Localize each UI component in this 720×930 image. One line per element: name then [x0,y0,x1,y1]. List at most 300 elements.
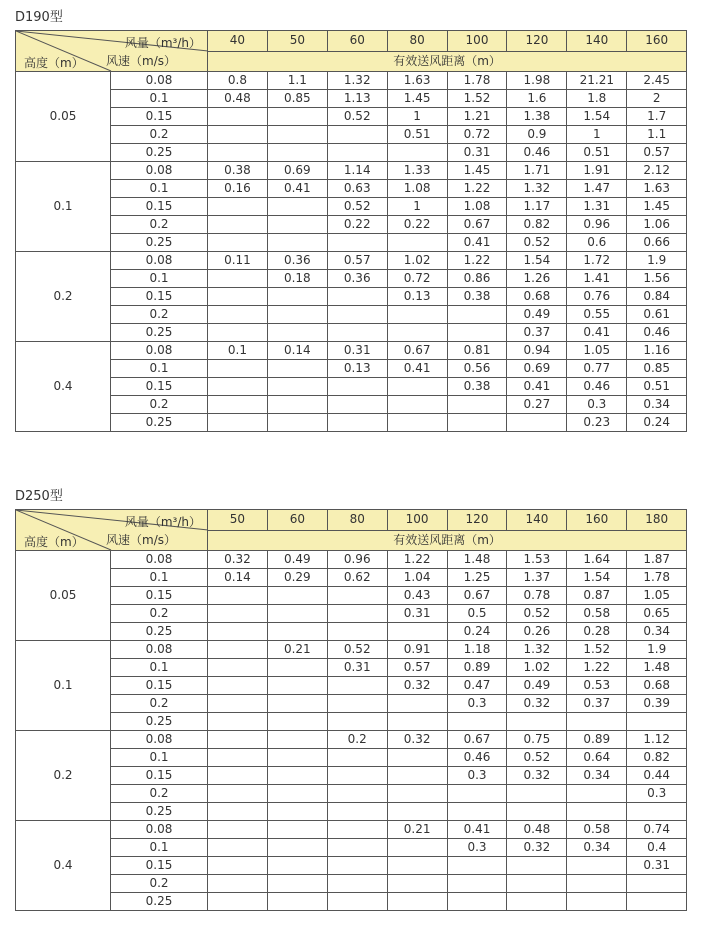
speed-cell: 0.2 [111,605,208,623]
distance-value-cell: 0.34 [567,767,627,785]
table-row [16,893,687,911]
distance-value-cell [208,893,268,911]
airflow-axis-label: 风量（m³/h） [124,36,201,50]
distance-value-cell [447,857,507,875]
distance-value-cell [567,785,627,803]
airflow-header-cell: 50 [208,510,268,531]
distance-value-cell [507,785,567,803]
distance-value-cell: 1.02 [387,252,447,270]
distance-value-cell: 1.63 [387,72,447,90]
distance-value-cell [327,605,387,623]
distance-value-cell: 0.51 [387,126,447,144]
table-row [16,785,687,803]
distance-value-cell: 1.1 [267,72,327,90]
distance-value-cell [267,216,327,234]
corner-header-cell [16,510,208,551]
distance-value-cell: 0.56 [447,360,507,378]
distance-value-cell: 0.52 [507,234,567,252]
distance-value-cell: 0.46 [447,749,507,767]
height-axis-label: 高度（m） [24,535,84,549]
distance-value-cell: 0.13 [327,360,387,378]
distance-value-cell: 1.31 [567,198,627,216]
distance-value-cell [567,857,627,875]
distance-value-cell [327,893,387,911]
throw-distance-unit-label: 有效送风距离（m） [208,530,687,551]
distance-value-cell: 0.84 [627,288,687,306]
distance-value-cell: 0.87 [567,587,627,605]
speed-cell: 0.08 [111,731,208,749]
distance-value-cell: 0.31 [387,605,447,623]
distance-value-cell [208,216,268,234]
distance-value-cell: 0.85 [267,90,327,108]
speed-cell: 0.08 [111,821,208,839]
distance-value-cell: 0.58 [567,821,627,839]
corner-header-cell [16,31,208,72]
distance-value-cell [267,623,327,641]
distance-value-cell [327,306,387,324]
distance-value-cell: 0.96 [567,216,627,234]
distance-value-cell: 0.53 [567,677,627,695]
speed-axis-label: 风速（m/s） [106,533,176,547]
distance-value-cell [327,126,387,144]
distance-value-cell [507,857,567,875]
distance-value-cell: 1.41 [567,270,627,288]
table-row [16,108,687,126]
table-row [16,731,687,749]
speed-cell: 0.25 [111,414,208,432]
distance-value-cell [267,767,327,785]
distance-value-cell [327,144,387,162]
distance-value-cell: 0.94 [507,342,567,360]
distance-value-cell: 0.21 [387,821,447,839]
distance-value-cell [267,288,327,306]
distance-value-cell: 1.12 [627,731,687,749]
distance-value-cell [267,677,327,695]
section-title-d190: D190型 [15,10,63,25]
distance-value-cell: 1.48 [627,659,687,677]
distance-value-cell: 1.37 [507,569,567,587]
distance-value-cell: 0.28 [567,623,627,641]
distance-value-cell: 0.76 [567,288,627,306]
distance-value-cell: 0.82 [507,216,567,234]
speed-cell: 0.08 [111,162,208,180]
distance-value-cell: 1.04 [387,569,447,587]
airflow-header-cell: 60 [327,31,387,52]
distance-value-cell: 0.41 [447,821,507,839]
distance-value-cell: 1.54 [567,108,627,126]
distance-value-cell [267,857,327,875]
distance-value-cell: 0.72 [387,270,447,288]
distance-value-cell: 1.22 [447,252,507,270]
distance-value-cell [208,803,268,821]
distance-value-cell: 0.58 [567,605,627,623]
height-cell: 0.4 [16,342,111,432]
distance-value-cell: 0.51 [627,378,687,396]
speed-axis-label: 风速（m/s） [106,54,176,68]
distance-value-cell [267,144,327,162]
speed-cell: 0.2 [111,875,208,893]
distance-value-cell: 0.31 [447,144,507,162]
distance-value-cell [387,875,447,893]
distance-value-cell [387,857,447,875]
distance-value-cell [208,713,268,731]
distance-value-cell: 0.67 [387,342,447,360]
distance-value-cell [327,234,387,252]
distance-value-cell [327,324,387,342]
distance-value-cell [208,605,268,623]
table-row [16,414,687,432]
distance-value-cell: 1.45 [387,90,447,108]
airflow-header-cell: 80 [327,510,387,531]
distance-value-cell: 0.65 [627,605,687,623]
distance-value-cell [267,198,327,216]
distance-value-cell: 0.24 [627,414,687,432]
distance-value-cell [507,875,567,893]
speed-cell: 0.1 [111,180,208,198]
distance-value-cell: 0.9 [507,126,567,144]
distance-value-cell: 0.22 [387,216,447,234]
distance-value-cell: 1.13 [327,90,387,108]
distance-value-cell: 0.21 [267,641,327,659]
airflow-header-cell: 160 [567,510,627,531]
distance-value-cell: 2 [627,90,687,108]
distance-value-cell [447,414,507,432]
distance-value-cell [208,324,268,342]
spec-table-d250 [15,509,687,911]
distance-value-cell: 1.47 [567,180,627,198]
speed-cell: 0.25 [111,234,208,252]
speed-cell: 0.08 [111,252,208,270]
distance-value-cell [267,108,327,126]
speed-cell: 0.15 [111,677,208,695]
distance-value-cell: 1.63 [627,180,687,198]
distance-value-cell [267,821,327,839]
speed-cell: 0.25 [111,144,208,162]
distance-value-cell: 0.41 [507,378,567,396]
distance-value-cell: 0.13 [387,288,447,306]
distance-value-cell [267,414,327,432]
spec-table-d190 [15,30,687,432]
distance-value-cell: 1.17 [507,198,567,216]
distance-value-cell: 0.86 [447,270,507,288]
distance-value-cell [208,270,268,288]
distance-value-cell: 0.41 [447,234,507,252]
distance-value-cell: 0.38 [208,162,268,180]
distance-value-cell: 0.41 [567,324,627,342]
distance-value-cell: 1.05 [627,587,687,605]
distance-value-cell: 0.3 [567,396,627,414]
distance-value-cell: 1.22 [567,659,627,677]
distance-value-cell: 0.32 [507,839,567,857]
distance-value-cell: 0.63 [327,180,387,198]
distance-value-cell: 1.22 [387,551,447,569]
airflow-header-cell: 140 [567,31,627,52]
distance-value-cell: 1.16 [627,342,687,360]
speed-cell: 0.08 [111,342,208,360]
distance-value-cell: 0.57 [627,144,687,162]
distance-value-cell: 0.38 [447,288,507,306]
distance-value-cell: 0.47 [447,677,507,695]
height-cell: 0.05 [16,72,111,162]
distance-value-cell: 0.23 [567,414,627,432]
distance-value-cell [208,623,268,641]
speed-cell: 0.15 [111,198,208,216]
section-title-d250: D250型 [15,489,63,504]
distance-value-cell: 0.68 [627,677,687,695]
distance-value-cell: 1.87 [627,551,687,569]
distance-value-cell: 0.32 [507,695,567,713]
distance-value-cell [627,713,687,731]
height-cell: 0.05 [16,551,111,641]
table-row [16,288,687,306]
distance-value-cell: 1.52 [447,90,507,108]
distance-value-cell [327,875,387,893]
distance-value-cell [267,839,327,857]
distance-value-cell: 0.29 [267,569,327,587]
distance-value-cell: 2.12 [627,162,687,180]
distance-value-cell [208,857,268,875]
table-row [16,641,687,659]
distance-value-cell [327,414,387,432]
distance-value-cell [447,713,507,731]
height-cell: 0.1 [16,641,111,731]
distance-value-cell [327,839,387,857]
distance-value-cell [627,875,687,893]
distance-value-cell [327,587,387,605]
distance-value-cell: 0.52 [507,749,567,767]
distance-value-cell: 0.52 [507,605,567,623]
distance-value-cell: 0.46 [507,144,567,162]
table-row [16,605,687,623]
distance-value-cell: 0.57 [327,252,387,270]
distance-value-cell [567,875,627,893]
distance-value-cell [208,144,268,162]
distance-value-cell: 1.08 [387,180,447,198]
distance-value-cell: 1.22 [447,180,507,198]
throw-distance-unit-label: 有效送风距离（m） [208,51,687,72]
airflow-header-cell: 100 [387,510,447,531]
distance-value-cell: 0.49 [267,551,327,569]
distance-value-cell: 0.8 [208,72,268,90]
distance-value-cell [387,785,447,803]
distance-value-cell [267,785,327,803]
speed-cell: 0.2 [111,396,208,414]
distance-value-cell [267,126,327,144]
distance-value-cell [387,839,447,857]
table-row [16,821,687,839]
table-row [16,216,687,234]
table-row [16,198,687,216]
distance-value-cell: 1.9 [627,252,687,270]
distance-value-cell: 0.78 [507,587,567,605]
distance-value-cell [387,306,447,324]
distance-value-cell: 0.46 [567,378,627,396]
distance-value-cell: 0.11 [208,252,268,270]
distance-value-cell [447,396,507,414]
distance-value-cell: 0.48 [507,821,567,839]
distance-value-cell [208,126,268,144]
distance-value-cell: 0.24 [447,623,507,641]
speed-cell: 0.1 [111,569,208,587]
speed-cell: 0.15 [111,767,208,785]
distance-value-cell: 1.54 [507,252,567,270]
distance-value-cell: 0.89 [447,659,507,677]
distance-value-cell: 0.27 [507,396,567,414]
distance-value-cell: 0.3 [447,767,507,785]
airflow-header-cell: 160 [627,31,687,52]
distance-value-cell: 0.41 [387,360,447,378]
distance-value-cell [267,234,327,252]
table-row [16,749,687,767]
distance-value-cell: 0.62 [327,569,387,587]
distance-value-cell: 0.3 [447,695,507,713]
airflow-header-cell: 60 [267,510,327,531]
distance-value-cell [387,324,447,342]
distance-value-cell: 1.38 [507,108,567,126]
distance-value-cell: 1.98 [507,72,567,90]
distance-value-cell: 1.56 [627,270,687,288]
distance-value-cell: 0.2 [327,731,387,749]
distance-value-cell: 0.52 [327,641,387,659]
distance-value-cell: 0.32 [507,767,567,785]
speed-cell: 0.1 [111,90,208,108]
distance-value-cell [627,803,687,821]
distance-value-cell [267,360,327,378]
distance-value-cell: 1.45 [447,162,507,180]
speed-cell: 0.08 [111,551,208,569]
table-row [16,306,687,324]
distance-value-cell [387,695,447,713]
table-row [16,90,687,108]
distance-value-cell: 0.85 [627,360,687,378]
distance-value-cell [387,749,447,767]
airflow-header-row [16,510,687,531]
distance-value-cell [267,605,327,623]
distance-value-cell [208,821,268,839]
distance-value-cell [567,713,627,731]
distance-value-cell: 0.26 [507,623,567,641]
distance-value-cell: 0.67 [447,587,507,605]
airflow-header-cell: 50 [267,31,327,52]
table-row [16,677,687,695]
distance-value-cell: 0.3 [447,839,507,857]
table-row [16,378,687,396]
distance-value-cell: 0.49 [507,306,567,324]
distance-value-cell: 0.77 [567,360,627,378]
distance-value-cell: 0.67 [447,731,507,749]
distance-value-cell: 1.08 [447,198,507,216]
speed-cell: 0.1 [111,659,208,677]
airflow-header-row [16,31,687,52]
distance-value-cell [267,324,327,342]
distance-value-cell: 0.22 [327,216,387,234]
distance-value-cell: 1.7 [627,108,687,126]
table-row [16,767,687,785]
distance-value-cell [327,713,387,731]
distance-value-cell: 0.91 [387,641,447,659]
distance-value-cell [327,749,387,767]
table-row [16,803,687,821]
distance-value-cell: 0.51 [567,144,627,162]
table-row [16,551,687,569]
distance-value-cell: 0.37 [567,695,627,713]
distance-value-cell [208,234,268,252]
distance-value-cell [447,893,507,911]
height-axis-label: 高度（m） [24,56,84,70]
airflow-header-cell: 120 [447,510,507,531]
distance-value-cell: 1.21 [447,108,507,126]
distance-value-cell [387,893,447,911]
distance-value-cell: 1.54 [567,569,627,587]
distance-value-cell: 1 [387,108,447,126]
distance-value-cell: 0.49 [507,677,567,695]
table-row [16,839,687,857]
distance-value-cell [208,731,268,749]
distance-value-cell: 0.14 [267,342,327,360]
height-cell: 0.4 [16,821,111,911]
distance-value-cell [387,767,447,785]
distance-value-cell [387,713,447,731]
distance-value-cell [507,713,567,731]
distance-value-cell: 1.06 [627,216,687,234]
speed-cell: 0.2 [111,695,208,713]
distance-value-cell: 2.45 [627,72,687,90]
table-row [16,396,687,414]
distance-value-cell: 0.38 [447,378,507,396]
distance-value-cell: 0.14 [208,569,268,587]
distance-value-cell: 0.81 [447,342,507,360]
distance-value-cell [327,767,387,785]
speed-cell: 0.1 [111,749,208,767]
distance-value-cell: 1 [387,198,447,216]
distance-value-cell [327,785,387,803]
distance-value-cell [208,378,268,396]
distance-value-cell: 1.32 [507,180,567,198]
distance-value-cell: 0.31 [327,342,387,360]
distance-value-cell: 1.48 [447,551,507,569]
distance-value-cell [267,749,327,767]
airflow-header-cell: 40 [208,31,268,52]
distance-value-cell: 0.1 [208,342,268,360]
distance-value-cell [208,785,268,803]
table-row [16,342,687,360]
distance-value-cell [208,677,268,695]
distance-value-cell [387,396,447,414]
distance-value-cell [208,767,268,785]
table-row [16,162,687,180]
distance-value-cell: 0.39 [627,695,687,713]
distance-value-cell: 0.43 [387,587,447,605]
distance-value-cell [447,875,507,893]
distance-value-cell [387,144,447,162]
distance-value-cell: 0.34 [627,396,687,414]
distance-value-cell [267,875,327,893]
distance-value-cell [267,378,327,396]
table-row [16,713,687,731]
distance-value-cell [387,234,447,252]
table-row [16,587,687,605]
distance-value-cell [208,396,268,414]
speed-cell: 0.1 [111,360,208,378]
distance-value-cell: 0.89 [567,731,627,749]
airflow-header-cell: 80 [387,31,447,52]
distance-value-cell [567,893,627,911]
distance-value-cell [387,803,447,821]
distance-value-cell: 0.36 [327,270,387,288]
distance-value-cell [208,587,268,605]
table-row [16,623,687,641]
distance-value-cell: 1.78 [627,569,687,587]
